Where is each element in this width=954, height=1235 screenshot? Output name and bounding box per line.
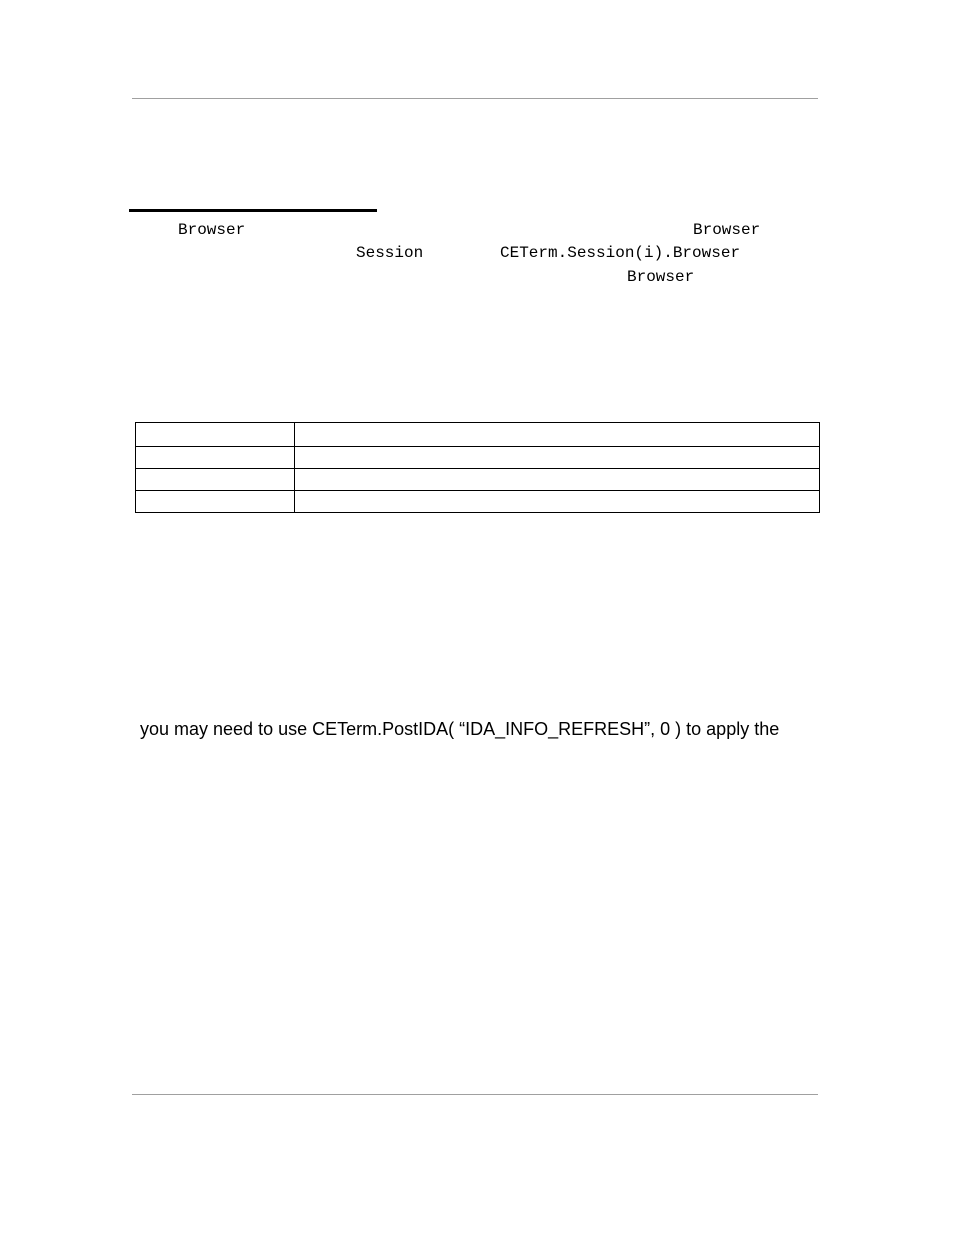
code-session-browser-path: CETerm.Session(i).Browser: [500, 244, 741, 262]
header-rule: [132, 98, 818, 99]
table-cell-description: [295, 447, 820, 469]
section-heading-underline: [129, 209, 377, 212]
table-cell-description: [295, 469, 820, 491]
code-session: Session: [356, 244, 424, 262]
properties-table: [135, 422, 820, 513]
code-browser-1: Browser: [178, 221, 246, 239]
table-cell-name: [136, 447, 295, 469]
code-browser-3: Browser: [627, 268, 695, 286]
table-row: [136, 447, 820, 469]
table-cell-description: [295, 491, 820, 513]
table-cell-name: [136, 423, 295, 447]
table-row: [136, 469, 820, 491]
table-row: [136, 491, 820, 513]
table-row: [136, 423, 820, 447]
code-browser-2: Browser: [693, 221, 761, 239]
table-cell-description: [295, 423, 820, 447]
table-cell-name: [136, 469, 295, 491]
table-cell-name: [136, 491, 295, 513]
refresh-note: you may need to use CETerm.PostIDA( “IDA_INFO_REFRESH”, 0 ) to apply the: [140, 719, 780, 739]
footer-rule: [132, 1094, 818, 1095]
